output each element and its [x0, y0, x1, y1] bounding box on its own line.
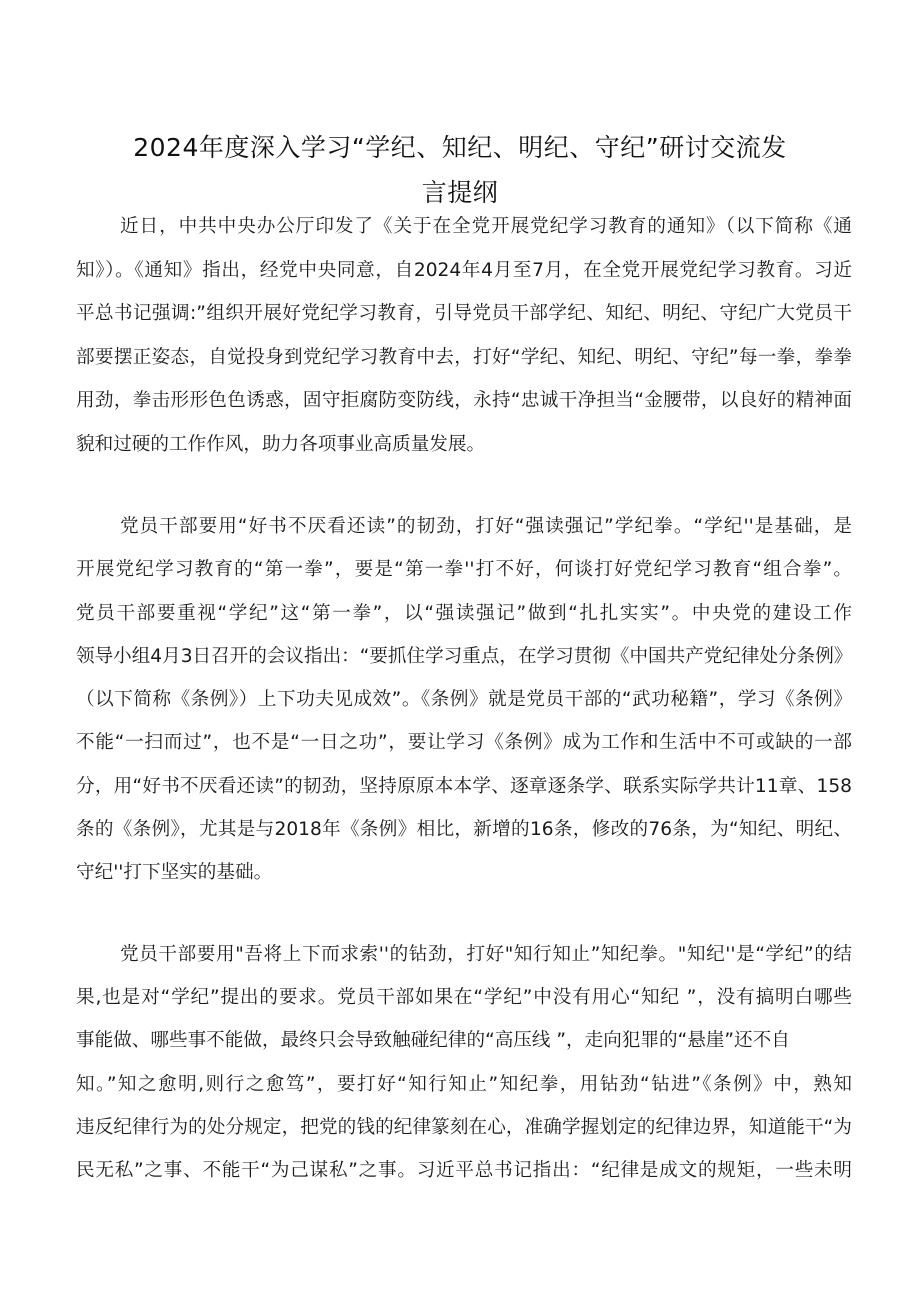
paragraph-1-line-2: 知》）。《通知》指出，经党中央同意，自2024年4月至7月，在全党开展党纪学习教育。习近: [76, 260, 852, 281]
paragraph-2-line-7: 分，用“好书不厌看还读”的韧劲，坚持原原本本学、逐章逐条学、联系实际学共计11章、158: [76, 776, 852, 797]
paragraph-1-line-1: 近日，中共中央办公厅印发了《关于在全党开展党纪学习教育的通知》（以下简称《通: [120, 216, 852, 237]
paragraph-2-line-6: 不能“一扫而过”，也不是“一日之功”，要让学习《条例》成为工作和生活中不可或缺的一部: [76, 732, 852, 753]
paragraph-2-line-4: 领导小组4月3日召开的会议指出：“要抓住学习重点，在学习贯彻《中国共产党纪律处分条例》: [76, 646, 853, 667]
paragraph-2-line-5: （以下简称《条例》）上下功夫见成效”。《条例》就是党员干部的“武功秘籍”，学习《条例》: [76, 689, 852, 710]
paragraph-3-line-3: 事能做、哪些事不能做，最终只会导致触碰纪律的“高压线 ”，走向犯罪的“悬崖”还不自: [76, 1030, 790, 1051]
paragraph-1-line-5: 用劲，拳击形形色色诱惑，固守拒腐防变防线，永持“忠诚干净担当“金腰带，以良好的精神面: [76, 390, 852, 411]
paragraph-3-line-2: 果,也是对“学纪”提出的要求。党员干部如果在“学纪”中没有用心“知纪 ”，没有搞明白哪些: [76, 987, 852, 1008]
paragraph-3-line-4: 知。”知之愈明,则行之愈笃”，要打好“知行知止”知纪拳，用钻劲“钻进”《条例》中，熟知: [76, 1074, 852, 1095]
paragraph-1-line-3: 平总书记强调:”组织开展好党纪学习教育，引导党员干部学纪、知纪、明纪、守纪广大党员干: [76, 303, 852, 324]
paragraph-1-line-4: 部要摆正姿态，自觉投身到党纪学习教育中去，打好“学纪、知纪、明纪、守纪”每一拳，拳拳: [76, 347, 852, 368]
paragraph-3-line-6: 民无私”之事、不能干“为己谋私”之事。习近平总书记指出：“纪律是成文的规矩，一些未明: [76, 1160, 852, 1181]
paragraph-2-line-3: 党员干部要重视“学纪”这“第一拳”，以“强读强记”做到“扎扎实实”。中央党的建设工作: [76, 603, 852, 624]
paragraph-2-line-1: 党员干部要用“好书不厌看还读”的韧劲，打好“强读强记”学纪拳。“学纪''是基础，是: [120, 516, 852, 537]
paragraph-2-line-8: 条的《条例》，尤其是与2018年《条例》相比，新增的16条，修改的76条，为“知纪、明纪、: [76, 819, 852, 840]
paragraph-3-line-5: 违反纪律行为的处分规定，把党的钱的纪律篆刻在心，准确学握划定的纪律边界，知道能干“为: [76, 1117, 852, 1138]
document-title-line-1: 2024年度深入学习“学纪、知纪、明纪、守纪”研讨交流发: [133, 133, 787, 162]
paragraph-1-line-6: 貌和过硬的工作作风，助力各项事业高质量发展。: [76, 434, 486, 455]
document-title-line-2: 言提纲: [421, 178, 499, 207]
paragraph-2-line-9: 守纪''打下坚实的基础。: [76, 862, 273, 883]
paragraph-2-line-2: 开展党纪学习教育的“第一拳”，要是“第一拳''打不好，何谈打好党纪学习教育“组合拳”。: [76, 559, 852, 580]
paragraph-3-line-1: 党员干部要用"吾将上下而求索''的钻劲，打好"知行知止”知纪拳。"知纪''是“学纪”的结: [120, 944, 852, 965]
